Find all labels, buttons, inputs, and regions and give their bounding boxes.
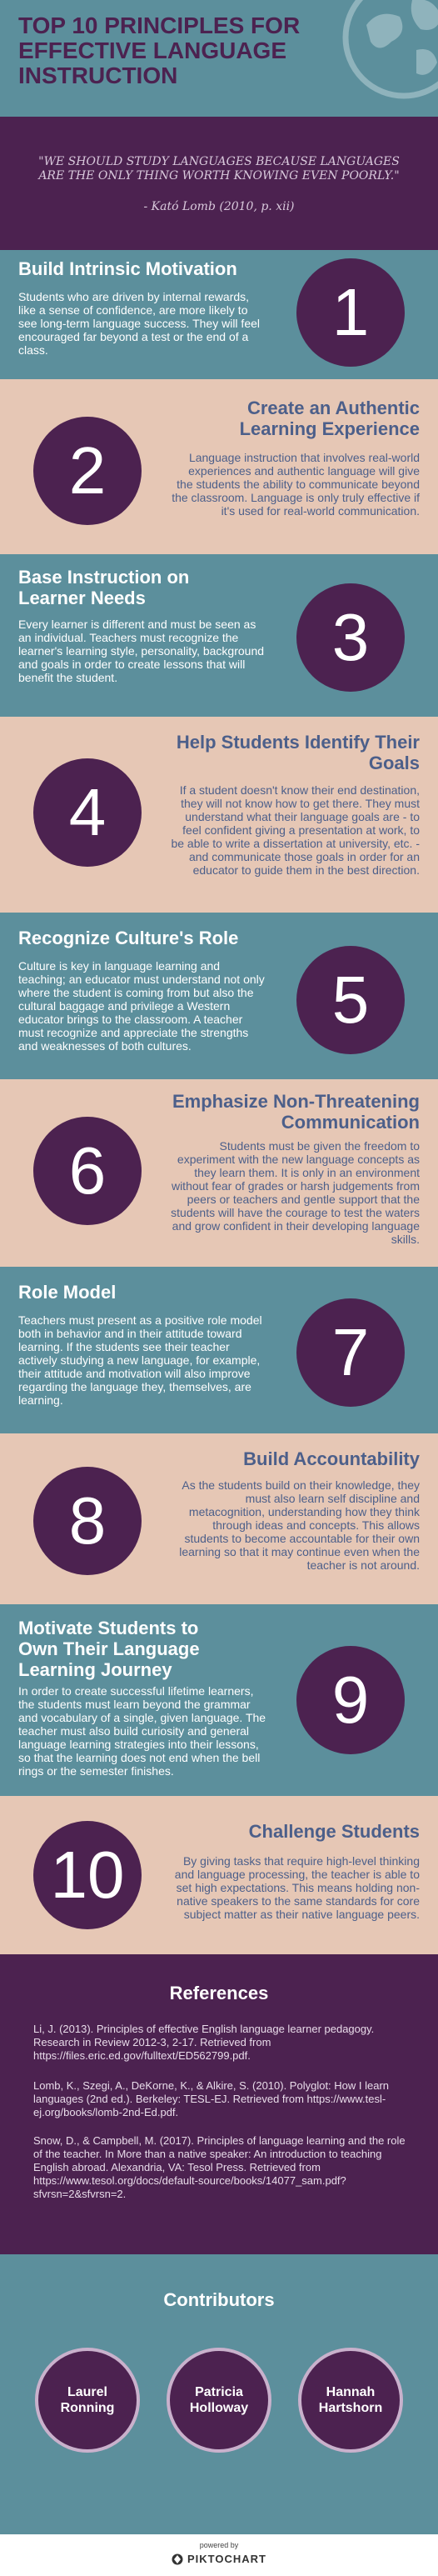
reference-item: Snow, D., & Campbell, M. (2017). Principles of language learning and the role of the teacher. In More than a native speaker: An introduction to teaching English abroad. Alexandria, VA: Tesol Press. Retrieved from https://www.tesol.org/docs/default-source/books/14077_sam.pdf?sfvrsn=2&sfvrsn=2. [33, 2134, 406, 2200]
principle-7-body: Teachers must present as a positive role model both in behavior and in their attitude toward learning. If the students see their teacher actively studying a new language, for example, their attitude and motivation will also improve regarding the language they, themselves, are learning. [18, 1313, 262, 1407]
principle-4-title: Help Students Identify Their Goals [176, 732, 420, 773]
references-heading: References [169, 1983, 269, 2003]
principle-4-number: 4 [33, 758, 142, 867]
principle-6-body: Students must be given the freedom to experiment with the new language concepts as they learn them. It is only in an environment without fear of grades or harsh judgements from peers or teachers and gentle support that the students will have the courage to test the waters and grow confident in their developing language skills. [171, 1139, 420, 1246]
principle-1-title: Build Intrinsic Motivation [18, 258, 237, 279]
principle-10-body: By giving tasks that require high-level thinking and language processing, the teacher is able to set high expectations. This means holding non-native speakers to the same standards for core subject matter as their native language peers. [174, 1854, 420, 1921]
principle-7-title: Role Model [18, 1282, 117, 1303]
principle-1-number: 1 [296, 258, 405, 367]
principle-9-body: In order to create successful lifetime learners, the students must learn beyond the grammar and vocabulary of a single, given language. The teacher must also build curiosity and general language learning strategies into their lessons, so that the learning does not end when the bell rings or the semester finishes. [18, 1684, 266, 1778]
quote-text: "WE SHOULD STUDY LANGUAGES BECAUSE LANGUAGES ARE THE ONLY THING WORTH KNOWING EVEN POORLY." [38, 155, 400, 183]
contributors-heading: Contributors [163, 2289, 275, 2310]
globe-icon [341, 0, 438, 100]
quote-banner [0, 117, 438, 250]
principle-6-section [0, 1079, 438, 1267]
footer [0, 2534, 438, 2576]
principle-10-section [0, 1796, 438, 1954]
piktochart-logo[interactable] [0, 2553, 438, 2565]
principle-8-body: As the students build on their knowledge, they must also learn self discipline and metacognition, understanding how they think through ideas and concepts. This allows students to become accountable for their own learning so that it may continue even when the teacher is not around. [179, 1478, 420, 1572]
principle-9-title: Motivate Students to Own Their Language Learning Journey [18, 1618, 200, 1680]
principle-4-section [0, 717, 438, 913]
contributor-avatar: Hannah Hartshorn [298, 2348, 403, 2453]
principle-9-section [0, 1604, 438, 1796]
reference-item: Li, J. (2013). Principles of effective English language learner pedagogy. Research in Review 2012-3, 2-17. Retrieved from https://files.eric.ed.gov/fulltext/ED562799.pdf. [33, 2023, 375, 2062]
contributors-section [0, 2254, 438, 2534]
principle-1-body: Students who are driven by internal rewards, like a sense of confidence, are more likely to see long-term language success. They will feel encouraged far beyond a test or the end of a class. [18, 290, 261, 357]
reference-item: Lomb, K., Szegi, A., DeKorne, K., & Alkire, S. (2010). Polyglot: How I learn languages (2nd ed.). Berkeley: TESL-EJ. Retrieved from https://www.tesl-ej.org/books/lomb-2nd-Ed.pdf. [33, 2079, 390, 2118]
powered-by-label: powered by [199, 2541, 239, 2549]
principle-2-section [0, 379, 438, 554]
principle-7-number: 7 [296, 1298, 405, 1407]
quote-attribution: - Kató Lomb (2010, p. xii) [143, 200, 295, 213]
principle-5-body: Culture is key in language learning and teaching; an educator must understand not only where the student is coming from but also the cultural baggage and privilege a Western educator brings to the classroom. A teacher must recognize and appreciate the strengths and weaknesses of both cultures. [18, 959, 265, 1053]
principle-7-section [0, 1267, 438, 1433]
principle-3-body: Every learner is different and must be seen as an individual. Teachers must recognize the learner's learning style, personality, background and goals in order to create lessons that will benefit the student. [18, 618, 265, 684]
principle-1-section [0, 250, 438, 379]
principle-4-body: If a student doesn't know their end destination, they will not know how to get there. They must understand what their language goals are - to feel confident giving a presentation at work, to be able to write a dissertation at university, etc. - and communicate those goals in order for an educator to guide them in the best direction. [171, 783, 420, 877]
principle-6-number: 6 [33, 1117, 142, 1225]
principle-6-title: Emphasize Non-Threatening Communication [172, 1091, 420, 1133]
piktochart-icon [172, 2553, 183, 2565]
principle-9-number: 9 [296, 1646, 405, 1754]
contributor-avatar: Laurel Ronning [35, 2348, 140, 2453]
principle-10-number: 10 [33, 1821, 142, 1929]
principle-3-number: 3 [296, 583, 405, 692]
page-title: TOP 10 PRINCIPLES FOR EFFECTIVE LANGUAGE INSTRUCTION [18, 13, 301, 88]
principle-10-title: Challenge Students [248, 1821, 420, 1842]
principle-2-number: 2 [33, 417, 142, 525]
header-section [0, 0, 438, 117]
principle-5-number: 5 [296, 946, 405, 1054]
principle-3-section [0, 554, 438, 717]
principle-2-title: Create an Authentic Learning Experience [239, 398, 420, 439]
principle-8-title: Build Accountability [243, 1448, 420, 1469]
contributor-avatar: Patricia Holloway [167, 2348, 271, 2453]
piktochart-brand: PIKTOCHART [187, 2553, 266, 2565]
references-section [0, 1954, 438, 2254]
principle-3-title: Base Instruction on Learner Needs [18, 567, 190, 608]
principle-2-body: Language instruction that involves real-world experiences and authentic language will give the students the ability to communicate beyond the classroom. Language is only truly effective if it's used for real-world communication. [172, 451, 420, 518]
principle-5-section [0, 913, 438, 1079]
principle-8-number: 8 [33, 1467, 142, 1575]
principle-8-section [0, 1433, 438, 1604]
principle-5-title: Recognize Culture's Role [18, 928, 239, 948]
